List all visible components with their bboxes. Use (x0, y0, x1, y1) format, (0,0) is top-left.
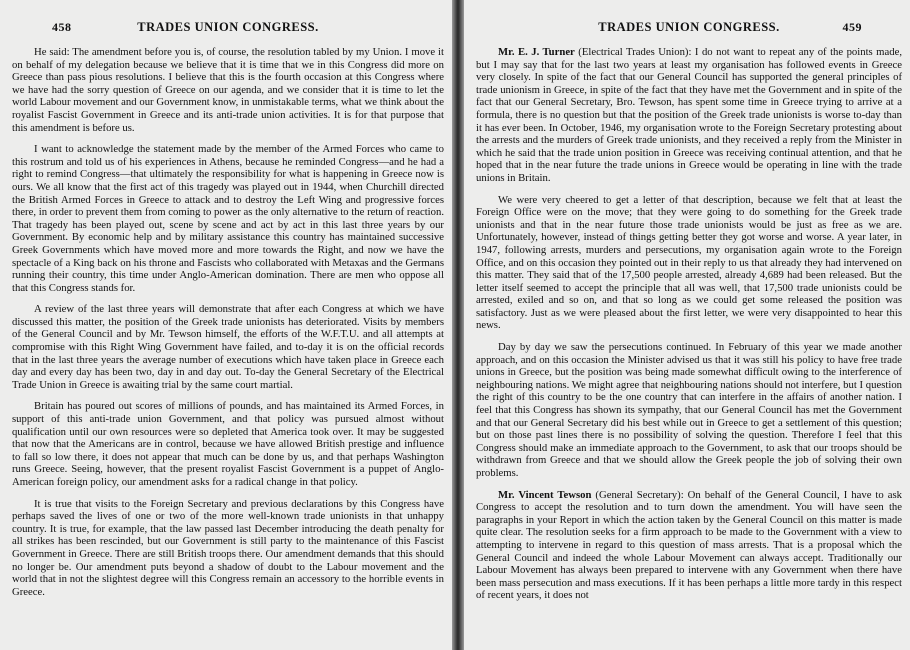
right-running-head: TRADES UNION CONGRESS. (598, 20, 780, 34)
left-page-number: 458 (52, 20, 72, 34)
left-paragraph-2: I want to acknowledge the statement made by the member of the Armed Forces who came to this rostrum and told us of his experiences in Athens, because he reminded Congress—and he had a right to remind Congress—that ultimately the responsibility for what is happening in Greece now is ours. We all know that the first act of this tragedy was played out in 1944, when Churchill directed the British Armed Forces in Greece to attack and to destroy the Left Wing and progressive forces there, in order to prevent them from coming to power as the only alternative to the return of reaction. That tragedy has been played out, scene by scene and act by act in this last three years by our Government. By economic help and by military assistance this country has maintained successive Greek Governments which have moved more and more towards the Right, and now we have the spectacle of a King back on his throne and Fascists who collaborated with Metaxas and the Germans running their country, this time under Anglo-American domination. There are men who oppose all that this Congress stands for. (12, 143, 444, 294)
speech-text: (General Secretary): On behalf of the General Council, I have to ask Congress to accept the resolution and to turn down the amendment. You will have seen the paragraphs in your Report in which the action taken by the General Council on this matter is made quite clear. The resolution seeks for a firm approach to be made to the Government with a view to attempting to intervene in regard to this question of mass arrests. That is a proposal which the General Council and indeed the whole Labour Movement can always accept. Traditionally our Labour Movement has always been prepared to intervene with any Government when there have been mass persecution and mass executions. If it has been perhaps a little more tardy in this respect of recent years, it does not (476, 488, 902, 602)
left-page-header (12, 2, 444, 34)
right-paragraph-3 (476, 341, 902, 480)
speaker-name: Mr. E. J. Turner (498, 46, 575, 58)
right-paragraph-2 (476, 194, 902, 333)
left-paragraph-4: Britain has poured out scores of millions of pounds, and has maintained its Armed Forces, in support of this anti-trade union Government, and that policy was pursued almost without qualification until our own resources were so depleted that America took over. It may be suggested that now that the Americans are in control, because we have allowed British prestige and influence to fall so low there, it does not appear that much can be done by us, and that perhaps Washington runs Greece. Seeing, however, that the present royalist Fascist Government is a puppet of Anglo-American foreign policy, our amendment asks for a radical change in that policy. (12, 400, 444, 488)
left-paragraph-3: A review of the last three years will demonstrate that after each Congress at which we have discussed this matter, the position of the Greek trade unionists has deteriorated. Visits by members of the General Council and by Mr. Tewson himself, the efforts of the W.F.T.U. and all attempts at compromise with this Right Wing Government have failed, and to-day it is on the official records that in the last three years the average number of executions which have taken place in Greece each day and every day has been two, day in and day out. To-day the General Secretary of the Electrical Trade Union in Greece is awaiting trial by the same court martial. (12, 303, 444, 391)
right-paragraph-4 (476, 489, 902, 602)
right-page-body (476, 46, 902, 602)
left-page (0, 0, 452, 650)
right-page-header (476, 2, 902, 34)
book-gutter (452, 0, 464, 650)
left-running-head: TRADES UNION CONGRESS. (137, 20, 319, 34)
speech-text: (Electrical Trades Union): I do not want to repeat any of the points made, but I may say that for the last two years at least my organisation has followed events in Greece very closely. In spite of the fact that our General Council has supported the general principles of trade unionism in Greece, in spite of the fact that they have met the Government and in spite of the fact that our General Secretary, Bro. Tewson, has spent some time in Greece trying to arrive at a formula, there is no question but that the position of the Greek trade unionists is worse to-day than it has ever been. In October, 1946, my organisation wrote to the Foreign Secretary protesting about the arrests and the murders of Greek trade unionists, and they received a reply from the Minister in which he said that the trade union position in Greece was receiving continual attention, and that he hoped that in the near future the trade unions in Greece would be operating in line with the trade unions in Britain. (476, 46, 902, 184)
speech-text: Day by day we saw the persecutions continued. In February of this year we made another approach, and on this occasion the Minister advised us that it was still his policy to have free trade unions in Greece, but the position was being made somewhat difficult owing to the interference of neighbouring nations. We might agree that neighbouring nations should not interfere, but I question the right of this country to be the one country that can interfere in the affairs of another nation. I feel that this Congress has shown its sympathy, that our General Council has met the Government and that our General Secretary did his best while out in Greece to get a settlement of this question; but on those past lines there is no possibility of solving the question. Therefore I feel that this Congress should make an immediate approach to the Government, to ask that our troops should be withdrawn from Greece and that we should allow the Greek people the job of solving their own problems. (476, 341, 902, 479)
right-page (464, 0, 910, 650)
speech-text: We were very cheered to get a letter of that description, because we felt that at least the Foreign Office were on the move; that they were going to do something for the Greek trade unionists and that in the near future those trade unionists would be just as free as we are. Unfortunately, however, instead of things getting better they got worse and worse. A year later, in 1947, following arrests, murders and persecutions, my organisation again wrote to the Foreign Office, and on this occasion they pointed out in their reply to us that already they had intervened on this matter. They said that of the 17,500 people arrested, already 4,689 had been released. But the letter itself seemed to accept the principle that all was well, that 17,500 trade unionists could be arrested, exiled and so on, and that so long as we could get some released the position was satisfactory. Just as we were pleased about the first letter, we were very disappointed to hear this news. (476, 193, 902, 332)
right-page-number: 459 (842, 20, 862, 34)
left-page-body (12, 46, 444, 598)
left-paragraph-5: It is true that visits to the Foreign Secretary and previous declarations by this Congress have perhaps saved the lives of one or two of the more well-known trade unionists in that unhappy country. It is true, for example, that the law passed last December introducing the death penalty for all strikes has been rescinded, but our Government is still party to the maintenance of this Fascist Government in Greece. There are still British troops there. Our amendment demands that this should no longer be. Our amendment puts beyond a shadow of doubt to the Labour movement and the world that in not the slightest degree will this Congress remain an accessory to the horrible events in Greece. (12, 497, 444, 598)
speaker-name: Mr. Vincent Tewson (498, 488, 592, 501)
left-paragraph-1: He said: The amendment before you is, of course, the resolution tabled by my Union. I move it on behalf of my delegation because we believe that it is time that we in this Congress did more on Greece than pass pious resolutions. I believe that this is the fourth occasion at this Congress where we have had the sorry question of Greece on our agenda, and we consider that it is time to let the world Labour movement and our Government know, in unmistakable terms, what we think about the royalist Fascist Government in Greece and its anti-trade union activities. It is for that purpose that this amendment is before us. (12, 46, 444, 134)
right-paragraph-1 (476, 46, 902, 185)
